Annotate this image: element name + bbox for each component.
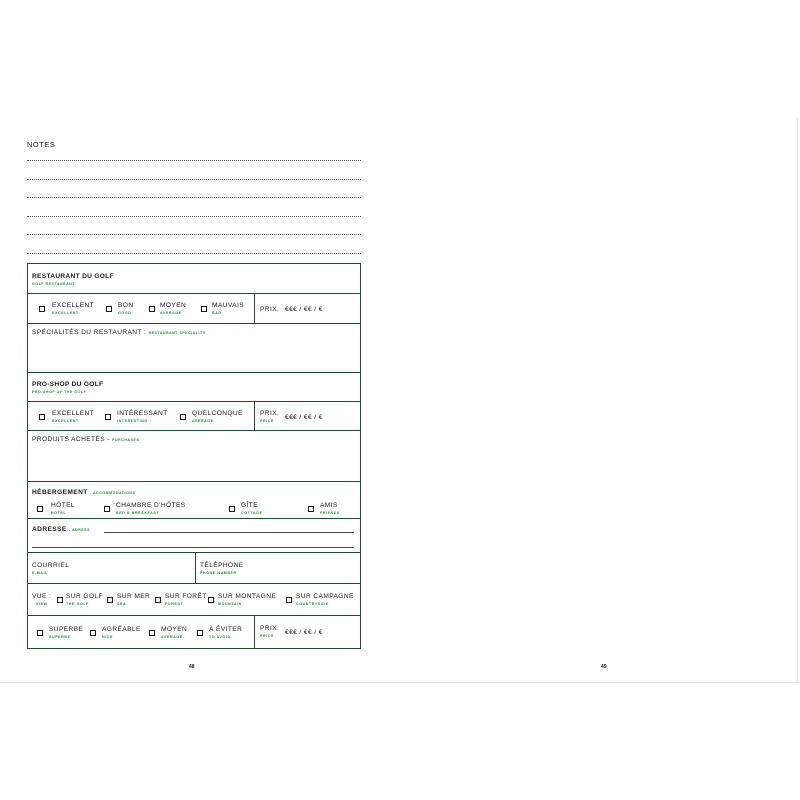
notes-line[interactable] [27, 253, 361, 254]
option-label: INTÉRESSANT [117, 410, 168, 417]
option-label: SUPERBE [49, 626, 84, 633]
option-sub-label: COTTAGE [241, 511, 263, 515]
bed-and-breakfast-checkbox[interactable] [104, 506, 110, 512]
restaurant-price-label: PRIX. [260, 306, 280, 313]
view-row [28, 584, 360, 616]
column-divider [254, 294, 255, 323]
proshop-price-label: PRIX. [260, 410, 280, 417]
page-number-right: 49 [601, 664, 607, 670]
option-sub-label: EXCELLENT [52, 311, 79, 315]
option-label: SUR FORÊT [165, 593, 207, 600]
accommodation-row [28, 482, 360, 518]
option-sub-label: BAD [212, 311, 222, 315]
proshop-excellent-checkbox[interactable] [39, 414, 45, 420]
overall-rating-row [28, 616, 360, 648]
view-sub-label: VIEW [36, 602, 48, 606]
notes-line[interactable] [27, 216, 361, 217]
option-label: EXCELLENT [52, 302, 95, 309]
address-heading [32, 526, 90, 533]
restaurant-rating-row [28, 294, 360, 324]
option-label: SUR CAMPAGNE [296, 593, 354, 600]
proshop-average-checkbox[interactable] [180, 414, 186, 420]
golf-review-form [27, 263, 361, 649]
option-label: SUR GOLF [66, 593, 103, 600]
option-label: AMIS [320, 502, 338, 509]
column-divider [254, 402, 255, 430]
option-sub-label: GOOD [118, 311, 132, 315]
restaurant-price-values[interactable]: €€€ / €€ / € [285, 306, 323, 313]
specialities-label: SPÉCIALITÉS DU RESTAURANT : [32, 329, 147, 336]
proshop-price-values[interactable]: €€€ / €€ / € [285, 414, 323, 421]
email-label: COURRIEL [32, 562, 70, 569]
address-input-line[interactable] [104, 532, 354, 533]
restaurant-excellent-checkbox[interactable] [39, 306, 45, 312]
option-label: QUELCONQUE [192, 410, 243, 417]
address-sub-label: - ADRESS [68, 528, 90, 532]
proshop-price-sub-label: PRICE [260, 419, 274, 423]
option-label: CHAMBRE D'HÔTES [116, 502, 186, 509]
overall-nice-checkbox[interactable] [90, 630, 96, 636]
page-gutter [797, 118, 798, 682]
page-number-left: 48 [189, 664, 195, 670]
option-label: SUR MONTAGNE [218, 593, 277, 600]
purchases-sub-label: PURCHASES [112, 438, 140, 442]
view-mountain-checkbox[interactable] [208, 597, 214, 603]
phone-label: TÉLÉPHONE [200, 562, 244, 569]
proshop-purchases-field [32, 436, 139, 443]
overall-avoid-checkbox[interactable] [197, 630, 203, 636]
proshop-interesting-checkbox[interactable] [105, 414, 111, 420]
option-sub-label: SUPERBE [49, 635, 71, 639]
option-sub-label: SEA [117, 602, 127, 606]
option-sub-label: FOREST [165, 602, 184, 606]
option-sub-label: BED & BREAKFAST [116, 511, 160, 515]
column-divider [195, 553, 196, 583]
option-label: MOYEN [160, 302, 187, 309]
overall-price-sub-label: PRICE [260, 634, 274, 638]
option-label: AGRÉABLE [102, 626, 141, 633]
option-label: HÔTEL [51, 502, 75, 509]
overall-superb-checkbox[interactable] [37, 630, 43, 636]
option-label: À ÉVITER [209, 626, 243, 633]
option-sub-label: HOTEL [51, 511, 67, 515]
restaurant-subtitle: GOLF RESTAURANT [32, 282, 75, 286]
view-golf-checkbox[interactable] [57, 597, 63, 603]
restaurant-specialities-field [32, 329, 206, 336]
restaurant-average-checkbox[interactable] [149, 306, 155, 312]
proshop-subtitle: PRO-SHOP OF THE GOLF [32, 390, 87, 394]
address-row [28, 518, 360, 553]
option-sub-label: AVERAGE [192, 419, 214, 423]
restaurant-good-checkbox[interactable] [106, 306, 112, 312]
option-sub-label: THE GOLF [66, 602, 89, 606]
option-label: GÎTE [241, 502, 258, 509]
option-sub-label: COUNTRYSIDE [296, 602, 329, 606]
option-label: EXCELLENT [52, 410, 95, 417]
option-sub-label: TO AVOID [209, 635, 231, 639]
proshop-header-row [28, 373, 360, 402]
view-countryside-checkbox[interactable] [286, 597, 292, 603]
restaurant-header-row [28, 264, 360, 294]
address-label: ADRESSE [32, 526, 67, 533]
column-divider [254, 616, 255, 648]
proshop-title: PRO-SHOP DU GOLF [32, 381, 104, 388]
option-sub-label: MOUNTAIN [218, 602, 242, 606]
option-sub-label: AVERAGE [161, 635, 183, 639]
notes-line[interactable] [27, 179, 361, 180]
option-sub-label: FRIENDS [320, 511, 340, 515]
view-forest-checkbox[interactable] [155, 597, 161, 603]
option-sub-label: INTERESTING [117, 419, 148, 423]
overall-average-checkbox[interactable] [149, 630, 155, 636]
accommodation-heading [32, 489, 135, 496]
option-sub-label: EXCELLENT [52, 419, 79, 423]
proshop-purchases-row[interactable] [28, 431, 360, 482]
option-label: SUR MER [117, 593, 151, 600]
purchases-label: PRODUITS ACHETÉS - [32, 436, 110, 443]
address-input-line-2[interactable] [32, 547, 354, 548]
specialities-sub-label: RESTAURANT SPECIALITY [148, 331, 206, 335]
hotel-checkbox[interactable] [37, 506, 43, 512]
overall-price-label: PRIX. [260, 625, 280, 632]
notes-line[interactable] [27, 160, 361, 161]
phone-sub-label: PHONE NUMBER [200, 571, 237, 575]
notes-line[interactable] [27, 234, 361, 235]
option-label: MOYEN [161, 626, 188, 633]
restaurant-specialities-row[interactable] [28, 324, 360, 373]
proshop-rating-row [28, 402, 360, 431]
notes-title: NOTES [27, 140, 56, 149]
restaurant-bad-checkbox[interactable] [201, 306, 207, 312]
view-sea-checkbox[interactable] [107, 597, 113, 603]
email-sub-label: E-MAIL [32, 571, 48, 575]
contact-row [28, 553, 360, 584]
option-sub-label: AVERAGE [160, 311, 182, 315]
option-label: BON [118, 302, 134, 309]
notes-line[interactable] [27, 197, 361, 198]
friends-checkbox[interactable] [308, 506, 314, 512]
restaurant-title: RESTAURANT DU GOLF [32, 273, 114, 280]
cottage-checkbox[interactable] [229, 506, 235, 512]
accommodation-title-sub: - ACCOMMODATIONS [89, 491, 136, 495]
page-bottom-edge [0, 682, 800, 683]
option-label: MAUVAIS [212, 302, 244, 309]
overall-price-values[interactable]: €€€ / €€ / € [285, 629, 323, 636]
option-sub-label: NICE [102, 635, 113, 639]
view-label: VUE : [32, 593, 52, 600]
accommodation-title: HÉBERGEMENT [32, 489, 88, 496]
